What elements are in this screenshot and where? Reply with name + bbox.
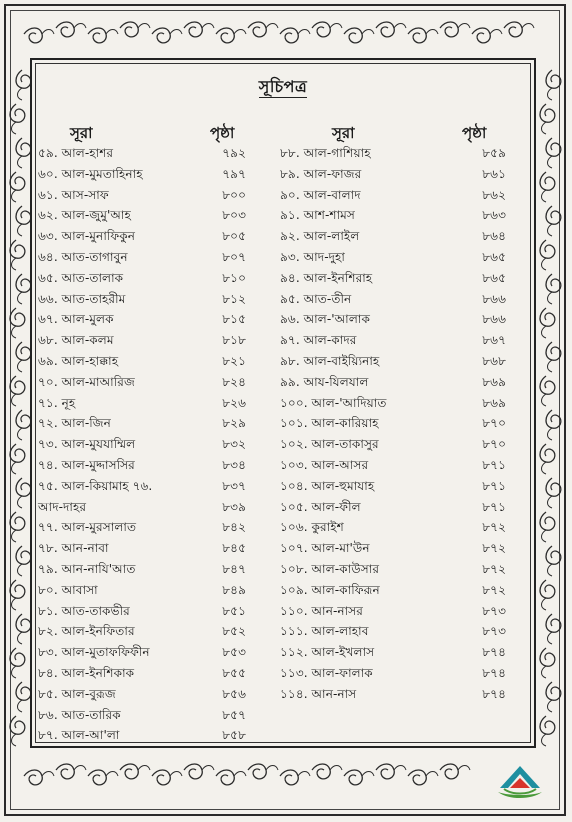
sura-name: ৮২. আল-ইনফিতার — [38, 624, 135, 639]
publisher-logo-icon — [494, 762, 546, 802]
page-number: ৮৪৭ — [222, 562, 246, 576]
right-sura-header: সূরা — [332, 124, 355, 142]
sura-name: ৮৬. আত-তারিক — [38, 707, 121, 722]
page-number: ৮২৯ — [222, 416, 246, 431]
page-number: ৮৭৪ — [482, 686, 506, 701]
page-number: ৮৫১ — [222, 603, 246, 618]
sura-name: ৮৭. আল-আ'লা — [38, 728, 120, 743]
page-number: ৮৫৫ — [222, 666, 246, 680]
sura-name: ৯৩. আদ-দুহা — [280, 250, 345, 264]
page-number: ৮৭৩ — [482, 603, 506, 618]
page-number: ৮০৭ — [222, 250, 246, 264]
page-number: ৮৪৫ — [222, 541, 246, 556]
page-number: ৮৩৯ — [222, 499, 246, 514]
page-number: ৮৬৬ — [482, 291, 506, 306]
sura-name: ১১৩. আল-ফালাক — [280, 666, 373, 680]
sura-name: ৭২. আল-জিন — [38, 416, 111, 431]
sura-name: ১০৭. আল-মা'উন — [280, 541, 370, 556]
sura-name: ৬৫. আত-তালাক — [38, 270, 124, 285]
page-number: ৭৯২ — [222, 146, 246, 160]
page-title — [32, 74, 534, 101]
sura-name: ৬৪. আত-তাগাবুন — [38, 250, 128, 264]
page-number: ৮৭৪ — [482, 666, 506, 680]
left-page-header: পৃষ্ঠা — [210, 124, 235, 142]
sura-name: ৬২. আল-জুমু'আহ — [38, 208, 131, 223]
page-number: ৮৬২ — [482, 187, 506, 202]
page-number: ৮৫৯ — [482, 146, 506, 160]
sura-name: ৯৬. আল-'আলাক — [280, 312, 370, 327]
page-number: ৮৭৪ — [482, 645, 506, 660]
page-number: ৮৩৪ — [222, 458, 246, 472]
left-sura-header: সূরা — [70, 124, 93, 142]
page-number: ৮২৪ — [222, 374, 246, 389]
sura-name: ৭৪. আল-মুদ্দাসসির — [38, 458, 135, 472]
page-number: ৮৭২ — [482, 582, 506, 597]
page-number: ৮৬৯ — [482, 395, 506, 410]
sura-name: ৯০. আল-বালাদ — [280, 187, 361, 202]
page-number: ৮৭১ — [482, 478, 506, 493]
sura-name: ৯৭. আল-কাদর — [280, 333, 357, 348]
page-number: ৮১২ — [222, 291, 246, 306]
sura-name: ৬০. আল-মুমতাহিনাহ — [38, 166, 143, 181]
page-number: ৮২১ — [222, 354, 246, 368]
sura-name: আদ-দাহর — [38, 499, 87, 514]
sura-name: ১১০. আন-নাসর — [280, 603, 363, 618]
page-number: ৮৩২ — [222, 437, 246, 452]
sura-name: ৯১. আশ-শামস — [280, 208, 355, 223]
sura-name: ৮৪. আল-ইনশিকাক — [38, 666, 135, 680]
sura-name: ৮৮. আল-গাশিয়াহ — [280, 146, 371, 160]
sura-name: ১০৩. আল-আসর — [280, 458, 369, 472]
sura-name: ৮৩. আল-মুতাফফিফীন — [38, 645, 150, 660]
page-number: ৮০০ — [222, 187, 246, 202]
sura-name: ৭৫. আল-কিয়ামাহ ৭৬. — [38, 478, 153, 493]
sura-name: ৬৬. আত-তাহরীম — [38, 291, 126, 306]
sura-name: ১০২. আল-তাকাসুর — [280, 437, 379, 452]
sura-name: ৫৯. আল-হাশর — [38, 146, 114, 160]
sura-name: ১০৮. আল-কাউসার — [280, 562, 380, 576]
right-page-header: পৃষ্ঠা — [462, 124, 487, 142]
sura-name: ১১১. আল-লাহাব — [280, 624, 369, 639]
sura-name: ৯৫. আত-তীন — [280, 291, 352, 306]
sura-name: ১০৯. আল-কাফিরূন — [280, 582, 380, 597]
page-number: ৮৪২ — [222, 520, 246, 535]
sura-name: ৬৮. আল-কলম — [38, 333, 114, 348]
page-number: ৮৬৯ — [482, 374, 506, 389]
sura-name: ৬৯. আল-হাক্কাহ — [38, 354, 119, 368]
page-number: ৮৫২ — [222, 624, 246, 639]
table-of-contents-panel — [30, 58, 536, 748]
sura-name: ৯২. আল-লাইল — [280, 229, 360, 244]
page-number: ৮৭১ — [482, 499, 506, 514]
page-number: ৮৬৮ — [482, 354, 506, 368]
sura-name: ১১৪. আন-নাস — [280, 686, 357, 701]
page-number: ৮৭২ — [482, 520, 506, 535]
page-number: ৮১৫ — [222, 312, 246, 327]
page-number: ৮১৮ — [222, 333, 246, 348]
sura-name: ৯৯. আয-যিলযাল — [280, 374, 369, 389]
page-number: ৮৬৬ — [482, 312, 506, 327]
page-number: ৮৩৭ — [222, 478, 246, 493]
title-text: সূচিপত্র — [258, 77, 308, 96]
sura-name: ৮৯. আল-ফাজর — [280, 166, 362, 181]
sura-name: ৯৪. আল-ইনশিরাহ — [280, 270, 373, 285]
sura-name: ৯৮. আল-বাইয়্যিনাহ — [280, 354, 380, 368]
page-number: ৮৬৩ — [482, 208, 506, 223]
page-number: ৭৯৭ — [222, 166, 246, 181]
sura-name: ১১২. আল-ইখলাস — [280, 645, 375, 660]
sura-name: ৬৭. আল-মুলক — [38, 312, 114, 327]
page-number: ৮৭১ — [482, 458, 506, 472]
page-number: ৮৫৭ — [222, 707, 246, 722]
page-number: ৮৬৫ — [482, 270, 506, 285]
sura-name: ৮০. আবাসা — [38, 582, 98, 597]
sura-name: ১০৬. কুরাইশ — [280, 520, 344, 535]
page-number: ৮১০ — [222, 270, 246, 285]
page-number: ৮৭০ — [482, 437, 506, 452]
page-number: ৮৪৯ — [222, 582, 246, 597]
sura-name: ৬১. আস-সাফ — [38, 187, 109, 202]
sura-name: ১০৫. আল-ফীল — [280, 499, 361, 514]
sura-name: ৬৩. আল-মুনাফিকুন — [38, 229, 136, 244]
sura-name: ৮১. আত-তাকভীর — [38, 603, 130, 618]
sura-name: ৭৩. আল-মুযযাম্মিল — [38, 437, 136, 452]
sura-name: ৭৭. আল-মুরসালাত — [38, 520, 137, 535]
page-number: ৮৬৫ — [482, 250, 506, 264]
page-number: ৮৬১ — [482, 166, 506, 181]
page-number: ৮৬৪ — [482, 229, 506, 244]
sura-name: ৭০. আল-মাআরিজ — [38, 374, 135, 389]
page-number: ৮৭২ — [482, 562, 506, 576]
sura-name: ৮৫. আল-বুরূজ — [38, 686, 116, 701]
sura-name: ১০০. আল-'আদিয়াত — [280, 395, 387, 410]
page-number: ৮৬৭ — [482, 333, 506, 348]
page-number: ৮০৩ — [222, 208, 246, 223]
page-number: ৮৭২ — [482, 541, 506, 556]
page-number: ৮৫৮ — [222, 728, 246, 743]
page-number: ৮৭০ — [482, 416, 506, 431]
sura-name: ১০৪. আল-হুমাযাহ — [280, 478, 375, 493]
page-number: ৮৫৬ — [222, 686, 246, 701]
page-number: ৮৫৩ — [222, 645, 246, 660]
sura-name: ৭৯. আন-নাযি'আত — [38, 562, 136, 576]
sura-name: ১০১. আল-কারিয়াহ — [280, 416, 379, 431]
page-number: ৮৭৩ — [482, 624, 506, 639]
sura-name: ৭১. নূহ — [38, 395, 76, 410]
sura-name: ৭৮. আন-নাবা — [38, 541, 109, 556]
page-number: ৮২৬ — [222, 395, 246, 410]
page-number: ৮০৫ — [222, 229, 246, 244]
